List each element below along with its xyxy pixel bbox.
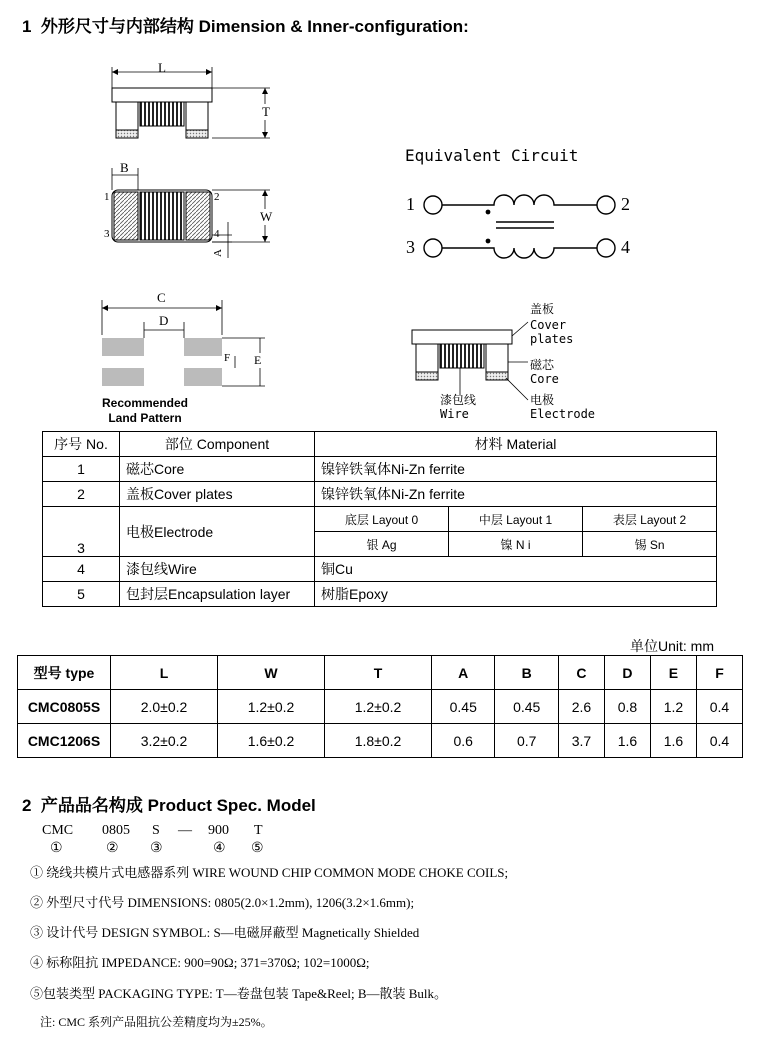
spec-header-B: B: [495, 656, 558, 690]
circuit-title: Equivalent Circuit: [405, 146, 579, 165]
electrode-material-0: 银 Ag: [315, 532, 449, 557]
model-part-symbol: S: [152, 823, 160, 838]
material-header-row: [43, 432, 717, 457]
dim-label-W: W: [260, 209, 273, 224]
spec-line-4: ④ 标称阻抗 IMPEDANCE: 900=90Ω; 371=370Ω; 102=1000Ω;: [30, 955, 370, 970]
table-row: [43, 557, 717, 582]
dim-label-C: C: [157, 290, 166, 305]
material-header-no: 序号 No.: [43, 432, 120, 457]
inner-structure: [412, 322, 528, 400]
electrode-layer-1: 中层 Layout 1: [449, 507, 583, 532]
spec-cell: CMC1206S: [18, 724, 111, 758]
spec-header-L: L: [111, 656, 218, 690]
wire-label-cn: 漆包线: [440, 393, 477, 407]
model-marker-4: ④: [213, 841, 226, 856]
circuit-pin-1: 1: [406, 194, 415, 214]
wire-label-en: Wire: [440, 407, 469, 421]
dim-label-D: D: [159, 313, 169, 328]
spec-line-5: ⑤包装类型 PACKAGING TYPE: T—卷盘包装 Tape&Reel; B—散装 Bulk。: [30, 986, 448, 1001]
circuit-pin-3: 3: [406, 237, 415, 257]
land-pattern-line2: Land Pattern: [108, 411, 182, 425]
dim-label-B: B: [120, 160, 129, 175]
spec-header-D: D: [604, 656, 650, 690]
table-row: [43, 482, 717, 507]
spec-cell: 3.2±0.2: [111, 724, 218, 758]
spec-header-E: E: [650, 656, 696, 690]
model-marker-2: ②: [106, 841, 119, 856]
model-marker-5: ⑤: [251, 841, 264, 856]
spec-header-A: A: [432, 656, 495, 690]
spec-cell: 1.8±0.2: [325, 724, 432, 758]
spec-header-type: 型号 type: [18, 656, 111, 690]
spec-header-T: T: [325, 656, 432, 690]
row-no: 3: [43, 507, 120, 557]
top-pin-1: 1: [104, 191, 110, 203]
circuit-pin-4: 4: [621, 237, 630, 257]
dim-label-A: A: [211, 249, 224, 257]
dim-label-L: L: [158, 60, 166, 75]
spec-cell: 1.2±0.2: [325, 690, 432, 724]
table-row: [43, 457, 717, 482]
electrode-layer-0: 底层 Layout 0: [315, 507, 449, 532]
spec-cell: 1.6: [650, 724, 696, 758]
unit-note: 单位Unit: mm: [630, 638, 714, 654]
cover-label-en1: Cover: [530, 318, 567, 332]
model-part-dash: —: [178, 823, 192, 838]
spec-cell: 0.6: [432, 724, 495, 758]
section1-title: 外形尺寸与内部结构 Dimension & Inner-configuration:: [40, 17, 469, 36]
top-pin-3: 3: [104, 228, 110, 240]
model-part-cmc: CMC: [42, 823, 74, 838]
electrode-layer-2: 表层 Layout 2: [583, 507, 717, 532]
electrode-label-cn: 电极: [530, 393, 555, 407]
electrode-material-1: 镍 N i: [449, 532, 583, 557]
cover-label-en: [530, 318, 573, 346]
section2-title: 产品品名构成 Product Spec. Model: [40, 796, 316, 815]
spec-cell: 1.6±0.2: [218, 724, 325, 758]
model-part-packaging: T: [254, 823, 263, 838]
spec-cell: 0.8: [604, 690, 650, 724]
section2-number: 2: [22, 796, 32, 815]
core-label-cn: 磁芯: [530, 358, 555, 372]
footnote: 注: CMC 系列产品阻抗公差精度均为±25%。: [40, 1015, 273, 1029]
spec-header-row: [18, 656, 743, 690]
cover-label-cn: 盖板: [530, 302, 555, 316]
equivalent-circuit: [424, 195, 615, 258]
row-component: 电极Electrode: [120, 507, 315, 557]
spec-header-W: W: [218, 656, 325, 690]
section2-heading: [22, 791, 316, 816]
top-pin-2: 2: [214, 191, 220, 203]
row-material: 树脂Epoxy: [315, 582, 717, 607]
spec-cell: CMC0805S: [18, 690, 111, 724]
row-component: 漆包线Wire: [120, 557, 315, 582]
material-header-material: 材料 Material: [315, 432, 717, 457]
row-no: 1: [43, 457, 120, 482]
table-row: [18, 690, 743, 724]
table-row: [18, 724, 743, 758]
spec-cell: 2.0±0.2: [111, 690, 218, 724]
spec-line-1: ① 绕线共模片式电感器系列 WIRE WOUND CHIP COMMON MODE CHOKE COILS;: [30, 865, 509, 880]
dim-label-E: E: [254, 353, 262, 367]
circuit-pin-2: 2: [621, 194, 630, 214]
spec-line-3: ③ 设计代号 DESIGN SYMBOL: S—电磁屏蔽型 Magnetically Shielded: [30, 925, 420, 940]
model-part-size: 0805: [102, 823, 130, 838]
spec-cell: 0.4: [696, 724, 742, 758]
spec-header-C: C: [558, 656, 604, 690]
spec-line-2: ② 外型尺寸代号 DIMENSIONS: 0805(2.0×1.2mm), 1206(3.2×1.6mm);: [30, 895, 415, 910]
row-no: 2: [43, 482, 120, 507]
spec-cell: 1.2±0.2: [218, 690, 325, 724]
spec-cell: 3.7: [558, 724, 604, 758]
row-component: 盖板Cover plates: [120, 482, 315, 507]
electrode-row: [43, 507, 717, 532]
land-pattern-caption: [90, 396, 200, 426]
spec-table: [17, 655, 743, 758]
row-component: 磁芯Core: [120, 457, 315, 482]
row-material: 铜Cu: [315, 557, 717, 582]
model-marker-1: ①: [50, 841, 63, 856]
electrode-label-en: Electrode: [530, 407, 596, 421]
spec-header-F: F: [696, 656, 742, 690]
model-marker-3: ③: [150, 841, 163, 856]
material-table: [42, 431, 717, 607]
row-material: 镍锌铁氧体Ni-Zn ferrite: [315, 482, 717, 507]
spec-cell: 0.45: [432, 690, 495, 724]
row-no: 5: [43, 582, 120, 607]
row-material: 镍锌铁氧体Ni-Zn ferrite: [315, 457, 717, 482]
land-pattern: [102, 300, 265, 386]
material-header-component: 部位 Component: [120, 432, 315, 457]
dim-label-T: T: [262, 104, 270, 119]
table-row: [43, 582, 717, 607]
core-label-en: Core: [530, 372, 559, 386]
row-component: 包封层Encapsulation layer: [120, 582, 315, 607]
land-pattern-line1: Recommended: [101, 396, 189, 410]
side-view: [112, 67, 270, 138]
top-view: [112, 168, 273, 258]
spec-cell: 0.7: [495, 724, 558, 758]
spec-cell: 2.6: [558, 690, 604, 724]
dim-label-F: F: [224, 352, 231, 364]
cover-label-en2: plates: [530, 332, 574, 346]
top-pin-4: 4: [214, 228, 220, 240]
model-part-impedance: 900: [208, 823, 229, 838]
spec-cell: 0.4: [696, 690, 742, 724]
section1-number: 1: [22, 17, 32, 36]
spec-cell: 0.45: [495, 690, 558, 724]
electrode-material-2: 锡 Sn: [583, 532, 717, 557]
row-no: 4: [43, 557, 120, 582]
spec-cell: 1.2: [650, 690, 696, 724]
spec-cell: 1.6: [604, 724, 650, 758]
